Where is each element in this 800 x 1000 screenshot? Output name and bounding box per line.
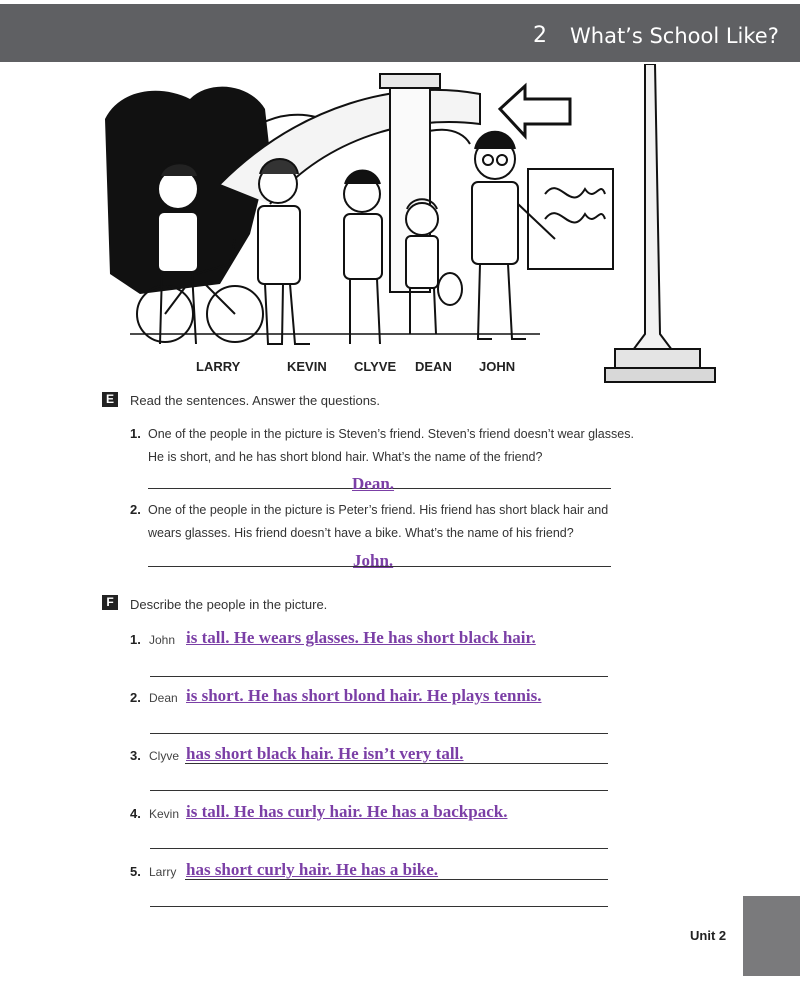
name-clyve: CLYVE bbox=[354, 359, 397, 374]
describe-4-number: 4. bbox=[130, 806, 141, 821]
question-1-line2: He is short, and he has short blond hair. What’s the name of the friend? bbox=[148, 450, 543, 464]
name-larry: LARRY bbox=[196, 359, 241, 374]
question-1-line1: One of the people in the picture is Steven’s friend. Steven’s friend doesn’t wear glasses. bbox=[148, 427, 634, 441]
describe-2-answer: is short. He has short blond hair. He plays tennis. bbox=[186, 686, 542, 705]
name-kevin: KEVIN bbox=[287, 359, 327, 374]
section-e-badge: E bbox=[102, 392, 118, 407]
describe-5-line bbox=[150, 906, 608, 907]
characters-illustration bbox=[100, 64, 760, 390]
question-2-number: 2. bbox=[130, 502, 141, 517]
describe-3-number: 3. bbox=[130, 748, 141, 763]
section-e-instruction: Read the sentences. Answer the questions. bbox=[130, 393, 381, 408]
question-1-text bbox=[148, 423, 668, 469]
describe-2-number: 2. bbox=[130, 690, 141, 705]
describe-3-answer: has short black hair. He isn’t very tall. bbox=[186, 744, 464, 763]
describe-5-answer: has short curly hair. He has a bike. bbox=[186, 860, 439, 879]
describe-2-line bbox=[150, 733, 608, 734]
describe-4-answer: is tall. He has curly hair. He has a backpack. bbox=[186, 802, 508, 821]
describe-1-number: 1. bbox=[130, 632, 141, 647]
describe-5-person: Larry bbox=[149, 865, 177, 879]
question-2-text bbox=[148, 499, 668, 545]
name-dean: DEAN bbox=[415, 359, 452, 374]
page-corner-tab bbox=[743, 896, 800, 976]
describe-5-underline-tail bbox=[185, 879, 608, 880]
question-2-line1: One of the people in the picture is Peter’s friend. His friend has short black hair and bbox=[148, 503, 609, 517]
describe-1-answer: is tall. He wears glasses. He has short black hair. bbox=[186, 628, 536, 647]
character-names bbox=[0, 359, 800, 379]
describe-1-line bbox=[150, 676, 608, 677]
describe-5-number: 5. bbox=[130, 864, 141, 879]
describe-4-person: Kevin bbox=[149, 807, 180, 821]
chapter-header bbox=[0, 4, 800, 62]
describe-3-person: Clyve bbox=[149, 749, 180, 763]
chapter-title: What’s School Like? bbox=[570, 24, 779, 48]
describe-2-person: Dean bbox=[149, 691, 178, 705]
unit-label: Unit 2 bbox=[690, 928, 727, 943]
section-f-instruction: Describe the people in the picture. bbox=[130, 597, 328, 612]
section-f-badge: F bbox=[102, 595, 118, 610]
answer-1: Dean. bbox=[352, 474, 395, 493]
question-1-number: 1. bbox=[130, 426, 141, 441]
describe-3-line bbox=[150, 790, 608, 791]
name-john: JOHN bbox=[479, 359, 516, 374]
chapter-number: 2 bbox=[533, 23, 547, 48]
describe-4-line bbox=[150, 848, 608, 849]
question-2-line2: wears glasses. His friend doesn’t have a bike. What’s the name of his friend? bbox=[148, 526, 574, 540]
describe-3-underline-tail bbox=[185, 763, 608, 764]
answer-2: John. bbox=[353, 551, 394, 570]
describe-1-person: John bbox=[149, 633, 176, 647]
